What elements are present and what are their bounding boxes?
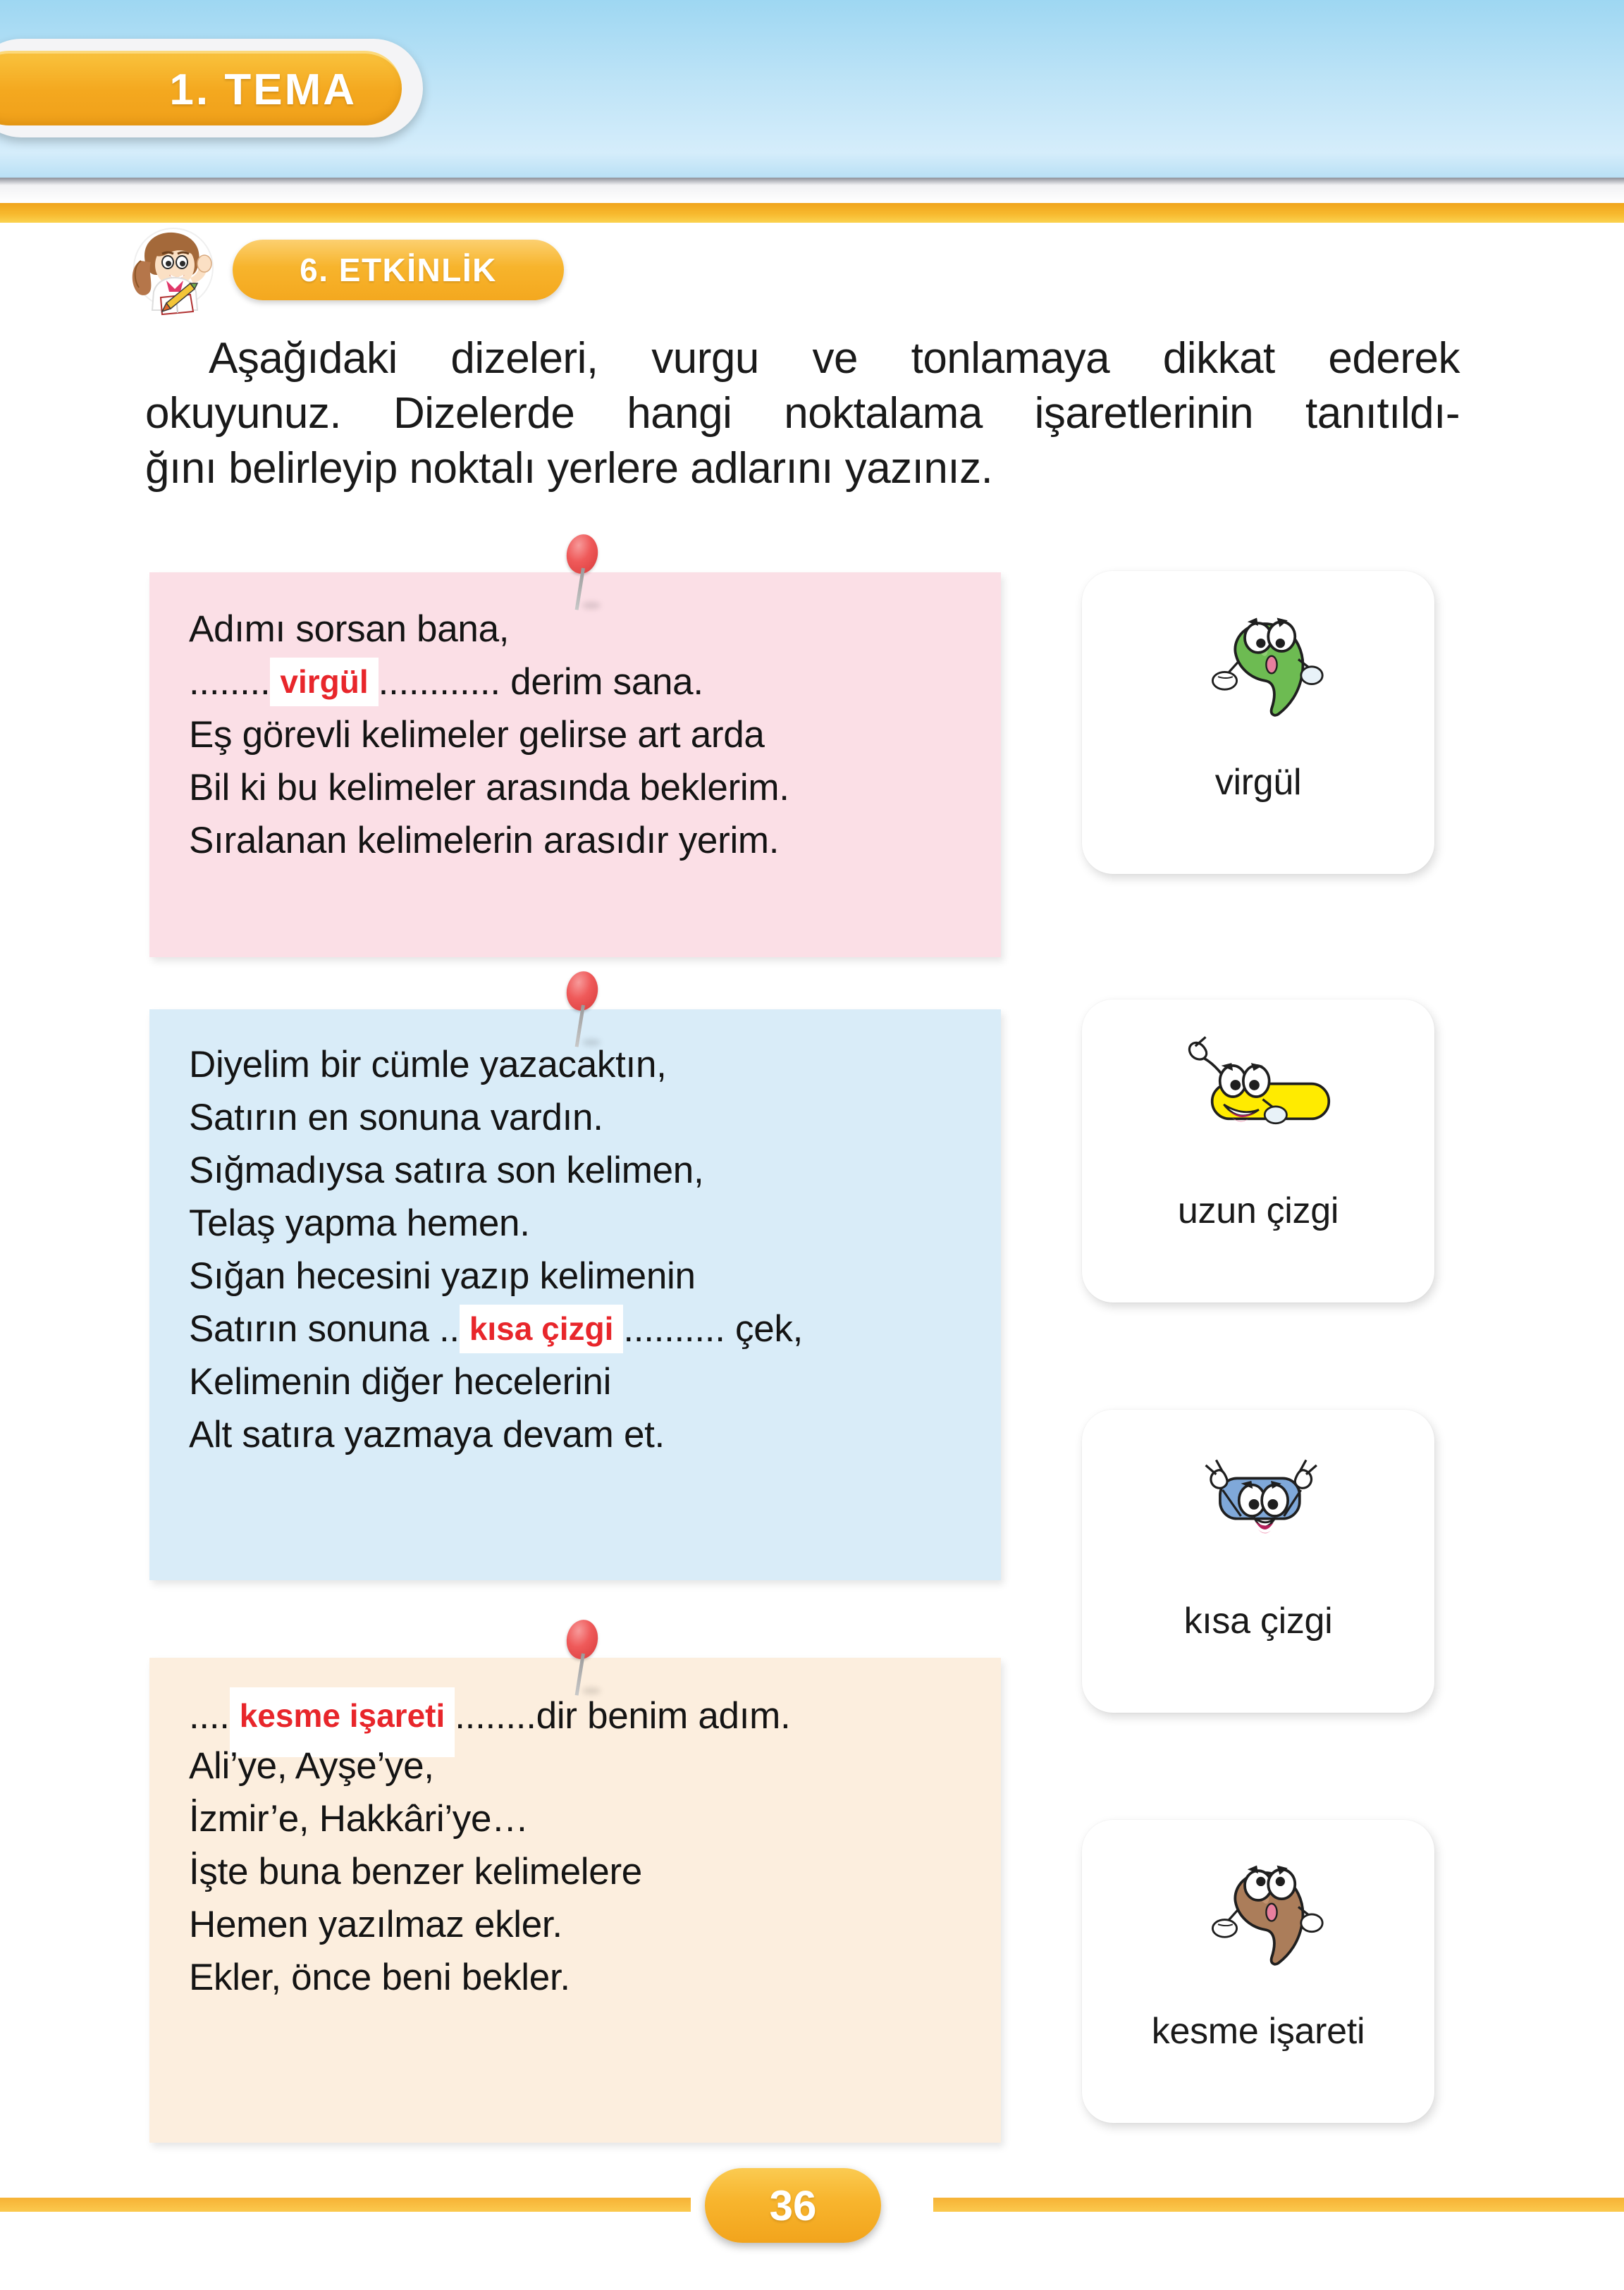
header-orange-rule [0,203,1624,223]
poem-line-text: Satırın en sonuna vardın. [189,1097,603,1138]
activity-badge-label: 6. ETKİNLİK [300,252,497,288]
poem-line-text: .......... çek, [623,1308,804,1350]
girl-writing-illustration [120,224,233,316]
instruction-line-1: Aşağıdaki dizeleri, vurgu ve tonlamaya dikkat ederek [209,334,1460,383]
poem-line-text: Telaş yapma hemen. [189,1202,530,1244]
activity-badge[interactable] [233,240,564,300]
card-artwork [1082,1410,1434,1600]
pushpin-icon-2 [557,971,606,1049]
punctuation-card-virgul[interactable] [1082,571,1434,874]
poem-line [189,1740,1001,1793]
pushpin-shadow [582,1687,601,1694]
long-dash-character-icon [1177,1028,1339,1162]
page-number-badge [705,2168,881,2243]
poem-line [189,1846,1001,1899]
punctuation-card-uzun-cizgi[interactable] [1082,999,1434,1303]
poem-box-blue [149,1009,1001,1580]
poem-line [189,1952,1001,2005]
poem-line-text: Adımı sorsan bana, [189,608,510,650]
poem-line [189,1899,1001,1952]
poem-line-text: Sığan hecesini yazıp kelimenin [189,1255,696,1297]
punctuation-card-kesme-isareti[interactable] [1082,1820,1434,2123]
answer-sticker-virgul[interactable]: virgül [270,658,378,706]
poem-lines-peach [189,1687,1001,2005]
poem-line-text: Kelimenin diğer hecelerini [189,1361,612,1403]
poem-line [189,815,1001,868]
poem-line [189,709,1001,762]
pushpin-shadow [582,1039,601,1046]
instruction-line-3: ğını belirleyip noktalı yerlere adlarını yazınız. [145,444,993,493]
instruction-line-2: okuyunuz. Dizelerde hangi noktalama işaretlerinin tanıtıldı- [145,389,1460,438]
comma-character-icon [1191,598,1325,735]
poem-line-with-answer [189,656,1001,709]
poem-line [189,1145,1001,1198]
poem-line-text: Satırın sonuna .. [189,1308,460,1350]
footer-band [0,2277,1624,2290]
poem-lines-blue [189,1039,1001,1462]
poem-line [189,1092,1001,1145]
poem-line-text: İşte buna benzer kelimelere [189,1851,642,1892]
instruction-paragraph [145,331,1460,496]
answer-sticker-kisa-cizgi[interactable]: kısa çizgi [460,1305,624,1353]
poem-line-with-answer [189,1303,1001,1356]
poem-line-text: İzmir’e, Hakkâri’ye… [189,1798,529,1840]
poem-line [189,1198,1001,1250]
poem-line-text: Eş görevli kelimeler gelirse art arda [189,714,765,756]
card-artwork [1082,571,1434,761]
poem-line [189,762,1001,815]
poem-line-text: ............ derim sana. [378,661,703,703]
footer-rule-left [0,2198,691,2212]
poem-box-pink [149,572,1001,957]
card-artwork [1082,1820,1434,2010]
poem-line-text: .... [189,1695,230,1737]
poem-line [189,1409,1001,1462]
answer-sticker-kesme-isareti[interactable]: kesme işareti [230,1687,455,1757]
poem-line-text: Ekler, önce beni bekler. [189,1957,570,1998]
poem-line-text: Sıralanan kelimelerin arasıdır yerim. [189,820,780,861]
poem-line-text: ........dir benim adım. [455,1695,791,1737]
pushpin-icon-3 [557,1620,606,1697]
activity-header [120,224,684,316]
poem-line-text: ........ [189,661,271,703]
footer-rule-right [933,2198,1624,2212]
poem-line-text: Diyelim bir cümle yazacaktın, [189,1044,667,1085]
card-caption: kesme işareti [1151,2011,1365,2052]
poem-line-text: Hemen yazılmaz ekler. [189,1904,562,1945]
theme-tab-label: 1. TEMA [169,65,357,114]
theme-tab[interactable] [0,51,402,125]
poem-line [189,1356,1001,1409]
apostrophe-character-icon [1191,1847,1325,1984]
card-caption: uzun çizgi [1177,1190,1339,1231]
poem-line-text: Ali’ye, Ayşe’ye, [189,1745,434,1787]
poem-line-text: Sığmadıysa satıra son kelimen, [189,1150,704,1191]
poem-line [189,1793,1001,1846]
short-dash-character-icon [1183,1438,1334,1572]
page-number: 36 [769,2181,817,2229]
card-caption: kısa çizgi [1183,1601,1333,1642]
poem-line-text: Alt satıra yazmaya devam et. [189,1414,665,1455]
page-header [0,0,1624,178]
card-caption: virgül [1214,762,1302,803]
pushpin-icon-1 [557,534,606,612]
poem-line-text: Bil ki bu kelimeler arasında beklerim. [189,767,789,808]
pushpin-shadow [582,602,601,609]
poem-line [189,1250,1001,1303]
poem-lines-pink [189,603,1001,868]
header-white-rule [0,178,1624,203]
punctuation-card-kisa-cizgi[interactable] [1082,1410,1434,1713]
card-artwork [1082,999,1434,1190]
poem-box-peach [149,1658,1001,2143]
